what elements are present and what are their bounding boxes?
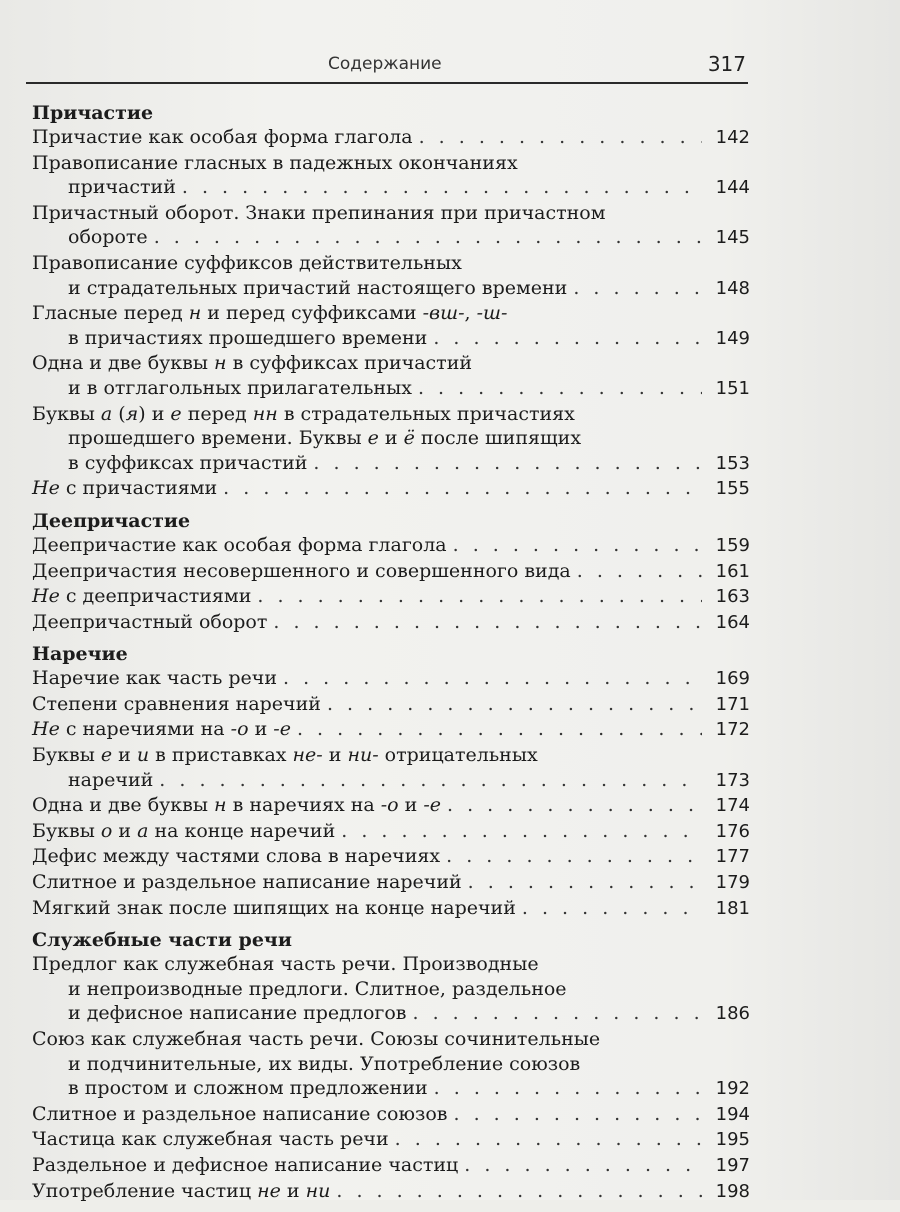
entry-line-with-page [32,1001,750,1027]
entry-line-with-page [32,819,750,845]
toc-entry [32,125,750,151]
entry-line: Правописание гласных в падежных окончаниях [32,151,518,174]
entry-text: Частица как служебная часть речи [32,1128,389,1151]
toc-entry [32,1153,750,1179]
entry-line-with-page [32,610,750,636]
entry-line-with-page [32,1076,750,1102]
entry-page-number: 172 [715,719,750,741]
dot-leader [297,717,702,742]
toc-entry [32,666,750,692]
entry-page-number: 169 [715,668,750,690]
toc-entry [32,533,750,559]
entry-line: Одна и две буквы н в суффиксах причастий [32,352,473,375]
entry-text: Деепричастие как особая форма глагола [32,533,447,556]
entry-line-with-page [32,326,750,352]
toc-entry [32,692,750,718]
entry-page-number: 177 [715,846,750,868]
entry-page-number: 195 [715,1129,750,1151]
entry-text: Буквы о и а на конце наречий [32,819,336,842]
entry-line: Буквы а (я) и е перед нн в страдательных причастиях [32,402,575,425]
dot-leader [341,819,702,844]
entry-line-with-page [32,451,750,477]
entry-text: и в отглагольных прилагательных [68,376,412,399]
entry-page-number: 197 [715,1154,750,1176]
dot-leader [468,870,702,895]
entry-line-with-page [32,559,750,585]
entry-page-number: 176 [715,820,750,842]
entry-line: Причастный оборот. Знаки препинания при причастном [32,201,606,224]
entry-line-with-page [32,692,750,718]
entry-line-with-page [32,844,750,870]
entry-line: Предлог как служебная часть речи. Производные [32,953,539,976]
toc-entry [32,896,750,922]
entry-page-number: 174 [715,795,750,817]
entry-text: обороте [68,226,148,249]
entry-line-with-page [32,870,750,896]
entry-text: Степени сравнения наречий [32,692,321,715]
entry-line-with-page [32,768,750,794]
toc-entry [32,844,750,870]
entry-page-number: 161 [715,560,750,582]
entry-line: Буквы е и и в приставках не- и ни- отрицательных [32,744,538,767]
toc-entry [32,251,750,301]
toc-entry [32,717,750,743]
toc-entry [32,151,750,201]
section-title: Наречие [32,643,128,666]
dot-leader [434,1076,702,1101]
entry-text: в суффиксах причастий [68,451,308,474]
entry-text: Раздельное и дефисное написание частиц [32,1153,459,1176]
entry-text: Наречие как часть речи [32,667,277,690]
entry-line-with-page [32,666,750,692]
toc-entry [32,476,750,502]
entry-text: в простом и сложном предложении [68,1077,428,1100]
entry-page-number: 194 [715,1103,750,1125]
entry-text: Деепричастия несовершенного и совершенного вида [32,559,571,582]
entry-page-number: 159 [715,534,750,556]
entry-page-number: 142 [715,127,750,148]
entry-line: Гласные перед н и перед суффиксами -вш-, -ш- [32,302,508,325]
entry-text: Дефис между частями слова в наречиях [32,845,441,868]
entry-page-number: 181 [715,897,750,919]
dot-leader [412,1001,702,1026]
dot-leader [446,844,702,869]
dot-leader [159,768,702,793]
entry-page-number: 192 [715,1078,750,1100]
entry-page-number: 163 [715,586,750,608]
entry-page-number: 155 [715,478,750,500]
entry-text: в причастиях прошедшего времени [68,326,428,349]
entry-line-with-page [32,1127,750,1153]
dot-leader [454,1102,703,1127]
entry-line: прошедшего времени. Буквы е и ё после шипящих [68,427,582,450]
entry-page-number: 186 [715,1003,750,1025]
entry-page-number: 144 [715,177,750,199]
entry-line-with-page [32,584,750,610]
dot-leader [283,666,702,691]
toc-section [32,929,750,1204]
entry-page-number: 145 [715,227,750,249]
entry-line-with-page [32,793,750,819]
toc-entry [32,1179,750,1205]
section-title: Деепричастие [32,509,191,532]
entry-text: Деепричастный оборот [32,610,268,633]
entry-text: наречий [68,768,154,791]
entry-line-with-page [32,1179,750,1205]
toc-entry [32,819,750,845]
header-page-number: 317 [707,52,746,76]
entry-line-with-page [32,1102,750,1128]
toc-entry [32,301,750,351]
dot-leader [336,1179,702,1204]
entry-line: и непроизводные предлоги. Слитное, раздельное [68,977,567,1000]
section-title: Служебные части речи [32,929,292,952]
toc-section [32,643,750,921]
toc-entry [32,1127,750,1153]
dot-leader [257,584,702,609]
entry-text: Причастие как особая форма глагола [32,126,413,148]
entry-text: и страдательных причастий настоящего времени [68,276,568,299]
entry-page-number: 151 [715,377,750,399]
toc-entry [32,870,750,896]
entry-text: Слитное и раздельное написание наречий [32,871,462,894]
entry-page-number: 149 [715,327,750,349]
entry-line-with-page [32,1153,750,1179]
toc-entry [32,351,750,401]
entry-page-number: 198 [715,1180,750,1202]
dot-leader [273,610,702,635]
running-header [26,52,748,84]
table-of-contents [32,102,750,1212]
dot-leader [433,326,702,351]
entry-line-with-page [32,125,750,151]
entry-page-number: 173 [715,769,750,791]
dot-leader [154,225,702,250]
dot-leader [577,559,702,584]
dot-leader [327,692,702,717]
entry-page-number: 164 [715,611,750,633]
dot-leader [395,1127,702,1152]
entry-page-number: 148 [715,277,750,299]
entry-text: причастий [68,176,176,199]
entry-text: Слитное и раздельное написание союзов [32,1102,448,1125]
toc-entry [32,743,750,793]
entry-line-with-page [32,376,750,402]
dot-leader [182,175,702,200]
entry-line-with-page [32,175,750,201]
dot-leader [418,376,702,401]
toc-entry [32,201,750,251]
dot-leader [453,533,702,558]
entry-page-number: 153 [715,452,750,474]
toc-entry [32,1102,750,1128]
section-title: Причастие [32,102,154,124]
toc-entry [32,952,750,1027]
entry-line-with-page [32,717,750,743]
toc-section [32,510,750,635]
entry-line: Правописание суффиксов действительных [32,251,462,274]
dot-leader [313,451,702,476]
toc-entry [32,793,750,819]
entry-line: Союз как служебная часть речи. Союзы сочинительные [32,1028,601,1050]
entry-line-with-page [32,225,750,251]
toc-entry [32,1027,750,1102]
entry-text: Употребление частиц не и ни [32,1179,331,1202]
toc-section [32,102,750,502]
entry-text: Не с наречиями на -о и -е [32,718,291,741]
dot-leader [573,276,702,301]
entry-text: Мягкий знак после шипящих на конце наречий [32,896,516,919]
entry-text: Не с причастиями [32,477,218,500]
dot-leader [419,125,702,150]
entry-text: и дефисное написание предлогов [68,1002,407,1025]
toc-entry [32,584,750,610]
header-title: Содержание [328,54,442,74]
toc-entry [32,559,750,585]
entry-line-with-page [32,533,750,559]
entry-line: и подчинительные, их виды. Употребление союзов [68,1052,581,1075]
dot-leader [447,793,702,818]
toc-entry [32,402,750,477]
toc-entry [32,610,750,636]
entry-line-with-page [32,476,750,502]
entry-text: Не с деепричастиями [32,585,252,608]
entry-page-number: 179 [715,872,750,894]
entry-line-with-page [32,276,750,302]
entry-line-with-page [32,896,750,922]
dot-leader [522,896,702,921]
dot-leader [223,476,702,501]
dot-leader [464,1153,702,1178]
entry-page-number: 171 [715,693,750,715]
entry-text: Одна и две буквы н в наречиях на -о и -е [32,794,442,817]
